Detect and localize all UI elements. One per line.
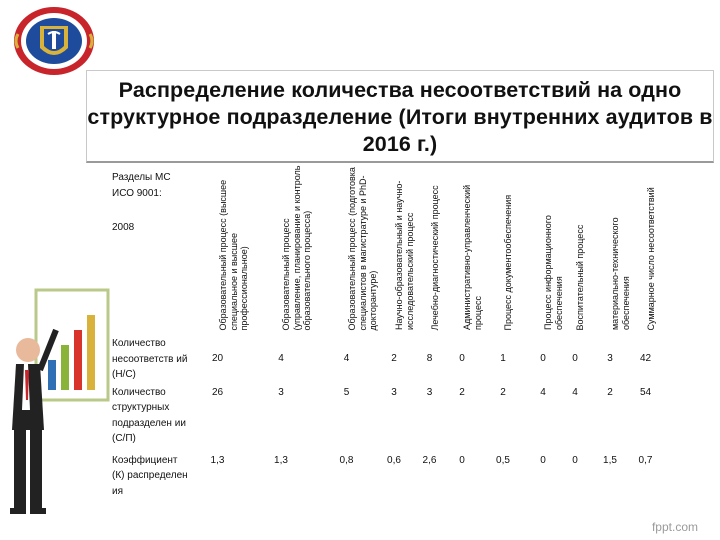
row-label: Количество структурных подразделен ии (С/П) bbox=[112, 386, 186, 444]
title-box bbox=[86, 70, 714, 163]
footer-brand: fppt.com bbox=[651, 520, 698, 534]
table-cell: 0 bbox=[459, 352, 465, 364]
table-row bbox=[108, 334, 662, 383]
column-header: материально-технического обеспечения bbox=[610, 217, 631, 330]
table-cell: 2 bbox=[391, 352, 397, 364]
column-header: Суммарное число несоответствий bbox=[645, 186, 656, 330]
table-cell: 0 bbox=[572, 352, 578, 364]
table-cell: 0 bbox=[540, 352, 546, 364]
data-table bbox=[108, 164, 662, 511]
table-cell: 3 bbox=[426, 386, 433, 398]
table-cell: 0,6 bbox=[387, 454, 401, 466]
column-header: Научно-образовательный и научно-исследовательский процесс bbox=[394, 180, 415, 330]
column-header: Воспитательный процесс bbox=[575, 224, 585, 330]
header-row bbox=[108, 164, 662, 334]
corner-cell bbox=[108, 164, 192, 334]
table-cell: 1 bbox=[500, 352, 506, 364]
table-cell: 2,6 bbox=[422, 454, 437, 466]
table-cell: 0,7 bbox=[638, 454, 653, 466]
table-cell: 4 bbox=[572, 386, 578, 398]
table-cell: 2 bbox=[607, 386, 613, 398]
table-cell: 2 bbox=[459, 386, 465, 398]
page-title: Распределение количества несоответствий на одно структурное подразделение (Итоги внутренних аудитов в 2016 г.) bbox=[87, 78, 713, 156]
table-cell: 0 bbox=[572, 454, 578, 466]
table-cell: 0,5 bbox=[496, 454, 510, 466]
table-cell: 3 bbox=[391, 386, 397, 398]
table-cell: 3 bbox=[607, 352, 613, 364]
corner-year: 2008 bbox=[112, 222, 135, 233]
table-cell: 1,3 bbox=[274, 454, 288, 466]
table-row bbox=[108, 383, 662, 451]
row-label: Коэффициент (К) распределен ия bbox=[112, 454, 188, 497]
table-cell: 42 bbox=[639, 352, 652, 364]
column-header: Административно-управленческий процесс bbox=[462, 184, 483, 330]
table-cell: 8 bbox=[426, 352, 433, 364]
table-cell: 1,5 bbox=[603, 454, 617, 466]
table-row bbox=[108, 451, 662, 511]
table-cell: 4 bbox=[540, 386, 546, 398]
column-header: Лечебно-диагностический процесс bbox=[429, 184, 440, 330]
table-cell: 4 bbox=[278, 352, 284, 364]
row-label: Количество несоответств ий (Н/С) bbox=[112, 338, 188, 380]
presenter-figure-icon bbox=[6, 290, 116, 528]
table-cell: 2 bbox=[500, 386, 506, 398]
table-cell: 0 bbox=[459, 454, 465, 466]
table-cell: 1,3 bbox=[210, 454, 225, 466]
table-cell: 54 bbox=[639, 386, 652, 398]
table-cell: 5 bbox=[343, 386, 350, 398]
table-cell: 0 bbox=[540, 454, 546, 466]
column-header: Процесс информационного обеспечения bbox=[543, 215, 564, 330]
university-emblem-icon bbox=[10, 4, 98, 78]
table-cell: 0,8 bbox=[339, 454, 354, 466]
main-area bbox=[108, 164, 702, 510]
table-cell: 4 bbox=[343, 352, 350, 364]
column-header: Процесс документообеспечения bbox=[503, 194, 513, 330]
column-header: Образовательный процесс (высшее специальное и высшее профессиональное) bbox=[217, 179, 249, 330]
column-header: Образовательный процесс (подготовка специалистов в магистратуре и PhD-докторантуре) bbox=[346, 166, 378, 330]
column-header: Образовательный процесс (управление, планирование и контроль образовательного процесса) bbox=[281, 165, 312, 330]
table-cell: 20 bbox=[211, 352, 224, 364]
table-cell: 3 bbox=[278, 386, 284, 398]
table-cell: 26 bbox=[211, 386, 224, 398]
corner-label: Разделы МС ИСО 9001: bbox=[112, 172, 171, 199]
